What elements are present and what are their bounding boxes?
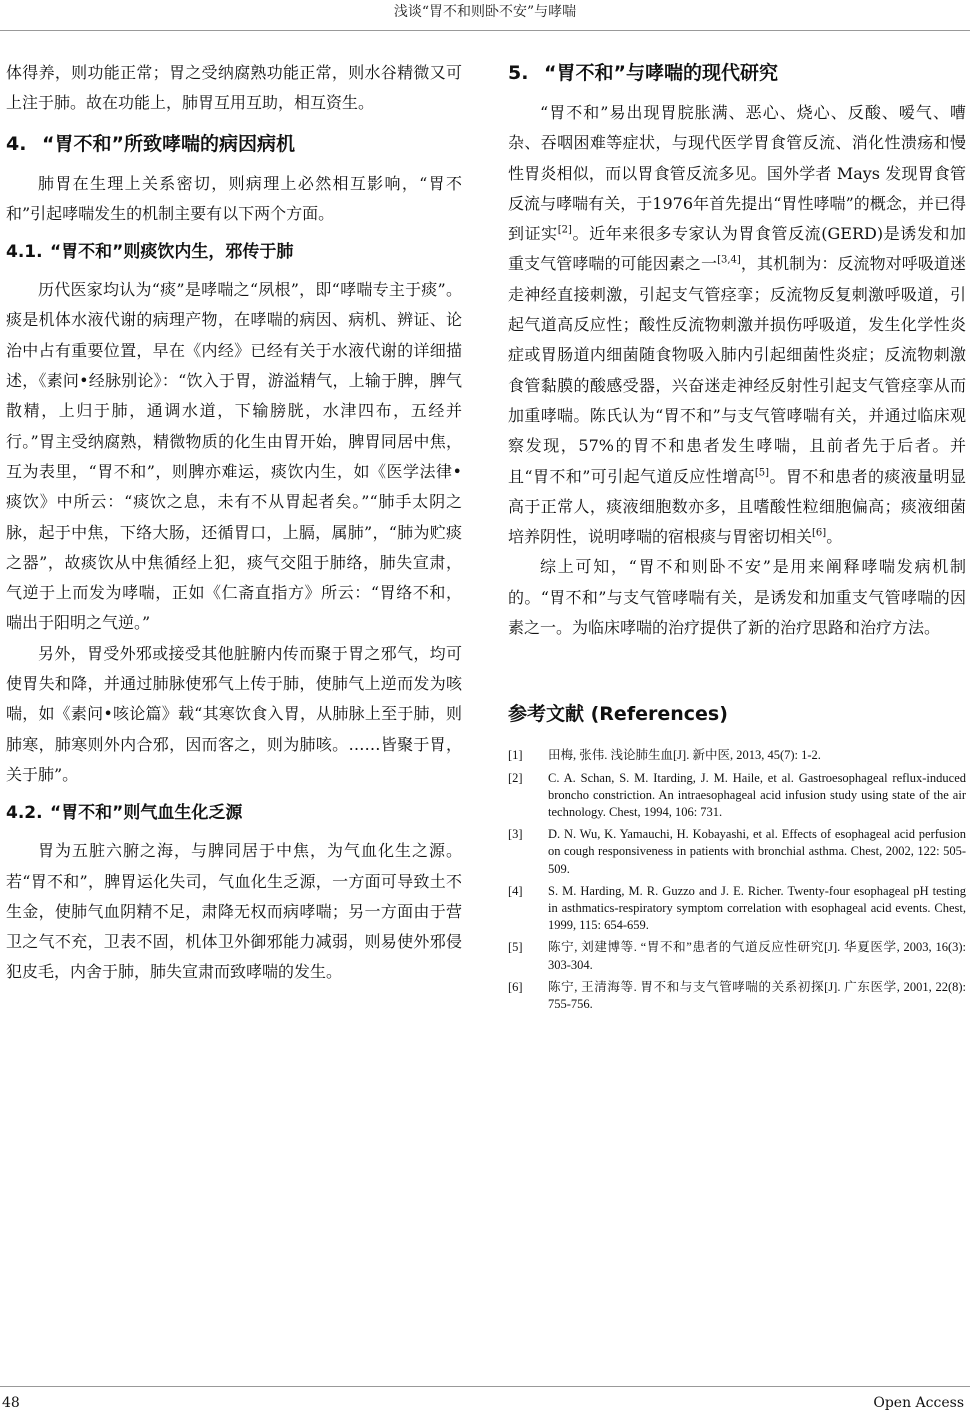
subsection-4-1-title: “胃不和”则痰饮内生，邪传于肺 (50, 242, 294, 263)
page-number: 48 (2, 1395, 20, 1411)
paragraph-text: “胃不和”易出现胃脘胀满、恶心、烧心、反酸、嗳气、嘈杂、吞咽困难等症状，与现代医学胃食管反流、消化性溃疡和慢性胃炎相似，而以胃食管反流多见。国外学者 Mays 发现胃食管反流与哮喘有关，于1976年首先提出“胃性哮喘”的概念，并已得到证实 (508, 103, 966, 244)
section-4-number: 4. (6, 132, 27, 155)
reference-text: 田梅, 张伟. 浅论肺生血[J]. 新中医, 2013, 45(7): 1-2. (548, 748, 821, 763)
references-heading: 参考文献 (References) (508, 703, 728, 726)
section-5-number: 5. (508, 62, 529, 84)
reference-item (508, 770, 966, 822)
section-5-paragraph-1 (508, 98, 966, 552)
subsection-4-1-paragraph-2: 另外，胃受外邪或接受其他脏腑内传而聚于胃之邪气，均可使胃失和降，并通过肺脉使邪气上传于肺，使肺气上逆而发为咳喘，如《素问•咳论篇》载“其寒饮食入胃，从肺脉上至于肺，则肺寒，肺寒则外内合邪，因而客之，则为肺咳。……皆聚于胃，关于肺”。 (6, 643, 462, 784)
subsection-4-1-heading (6, 237, 462, 267)
reference-item (508, 883, 966, 935)
right-column (508, 58, 966, 1018)
paragraph-text: ，其机制为：反流物对呼吸道迷走神经直接刺激，引起支气管痉挛；反流物反复刺激呼吸道，引起气道高反应性；酸性反流物刺激并损伤呼吸道，发生化学性炎症或胃肠道内细菌随食物吸入肺内引起细菌性炎症；反流物刺激食管黏膜的酸感受器，兴奋迷走神经反射性引起支气管痉挛从而加重哮喘。陈氏认为“胃不和”与支气管哮喘有关，并通过临床观察发现，57%的胃不和患者发生哮喘，且前者先于后者。并且“胃不和”可引起气道反应性增高 (508, 254, 966, 486)
subsection-4-1-paragraph-1: 历代医家均认为“痰”是哮喘之“夙根”，即“哮喘专主于痰”。痰是机体水液代谢的病理产物，在哮喘的病因、病机、辨证、论治中占有重要位置，早在《内经》已经有关于水液代谢的详细描述，《素问•经脉别论》：“饮入于胃，游溢精气，上输于脾，脾气散精，上归于肺，通调水道，下输膀胱，水津四布，五经并行。”胃主受纳腐熟，精微物质的化生由胃开始，脾胃同居中焦，互为表里，“胃不和”，则脾亦难运，痰饮内生，如《医学法律•痰饮》中所云：“痰饮之息，未有不从胃起者矣。”“肺手太阴之脉，起于中焦，下络大肠，还循胃口，上膈，属肺”，“肺为贮痰之器”，故痰饮从中焦循经上犯，痰气交阻于肺络，肺失宣肃，气逆于上而发为哮喘，正如《仁斋直指方》所云：“胃络不和，喘出于阳明之气逆。” (6, 280, 462, 633)
reference-item (508, 979, 966, 1013)
journal-brand[interactable]: Open Access (873, 1395, 964, 1411)
section-5-paragraph-2: 综上可知，“胃不和则卧不安”是用来阐释哮喘发病机制的。“胃不和”与支气管哮喘有关，是诱发和加重支气管哮喘的因素之一。为临床哮喘的治疗提供了新的治疗思路和治疗方法。 (508, 557, 966, 638)
subsection-4-1-number: 4.1. (6, 242, 43, 263)
paragraph-text: 。近年来很多专家认为胃食管反流(GERD)是诱发和加重支气管哮喘的可能因素之一 (508, 224, 966, 274)
reference-list (508, 747, 966, 1013)
section-4-heading (6, 129, 462, 159)
reference-item (508, 826, 966, 878)
reference-text: S. M. Harding, M. R. Guzzo and J. E. Richer. Twenty-four esophageal pH testing in asthmatics-respiratory symptom correlation with esophageal acid events. Chest, 1999, 115: 654-659. (548, 883, 966, 933)
reference-item (508, 939, 966, 973)
subsection-4-2-paragraph: 胃为五脏六腑之海，与脾同居于中焦，为气血化生之源。若“胃不和”，脾胃运化失司，气血化生乏源，一方面可导致土不生金，使肺气血阴精不足，肃降无权而病哮喘；另一方面由于营卫之气不充，卫表不固，机体卫外御邪能力减弱，则易使外邪侵犯皮毛，内舍于肺，肺失宣肃而致哮喘的发生。 (6, 841, 462, 982)
reference-text: 陈宁, 刘建博等. “胃不和”患者的气道反应性研究[J]. 华夏医学, 2003, 16(3): 303-304. (548, 940, 966, 972)
running-head: 浅谈“胃不和则卧不安”与哮喘 (0, 0, 970, 31)
section-5-title: “胃不和”与哮喘的现代研究 (544, 62, 778, 84)
reference-number: [3] (508, 827, 523, 842)
reference-text: D. N. Wu, K. Yamauchi, H. Kobayashi, et al. Effects of esophageal acid perfusion on cough responsiveness in patients with bronchial asthma. Chest, 2002, 122: 505-509. (548, 827, 966, 876)
subsection-4-2-number: 4.2. (6, 803, 43, 824)
left-column (6, 58, 462, 988)
section-4-paragraph: 肺胃在生理上关系密切，则病理上必然相互影响，“胃不和”引起哮喘发生的机制主要有以下两个方面。 (6, 173, 462, 223)
paragraph-text: 。胃不和患者的痰液量明显高于正常人，痰液细胞数亦多，且嗜酸性粒细胞偏高；痰液细菌培养阴性，说明哮喘的宿根痰与胃密切相关 (508, 466, 966, 547)
citation-3-4[interactable]: [3,4] (717, 255, 741, 267)
subsection-4-2-title: “胃不和”则气血生化乏源 (50, 803, 243, 824)
reference-item (508, 747, 966, 764)
reference-text: 陈宁, 王清海等. 胃不和与支气管哮喘的关系初探[J]. 广东医学, 2001, 22(8): 755-756. (548, 979, 966, 1011)
page-footer (0, 1386, 970, 1415)
reference-number: [1] (508, 748, 523, 763)
citation-2[interactable]: [2] (557, 224, 572, 236)
reference-number: [4] (508, 883, 523, 898)
paragraph-text: 。 (826, 527, 843, 547)
reference-number: [6] (508, 979, 523, 994)
reference-number: [5] (508, 940, 523, 955)
reference-number: [2] (508, 770, 523, 785)
reference-text: C. A. Schan, S. M. Itarding, J. M. Haile, et al. Gastroesophageal reflux-induced broncho constriction. An intraesophageal acid infusion study using state of the air technology. Chest, 1994, 106: 731. (548, 770, 966, 819)
section-5-heading (508, 58, 966, 88)
continued-paragraph: 体得养，则功能正常；胃之受纳腐熟功能正常，则水谷精微又可上注于肺。故在功能上，肺胃互用互助，相互资生。 (6, 63, 462, 113)
subsection-4-2-heading (6, 798, 462, 828)
section-4-title: “胃不和”所致哮喘的病因病机 (42, 132, 295, 155)
citation-5[interactable]: [5] (754, 467, 770, 479)
citation-6[interactable]: [6] (812, 527, 827, 539)
